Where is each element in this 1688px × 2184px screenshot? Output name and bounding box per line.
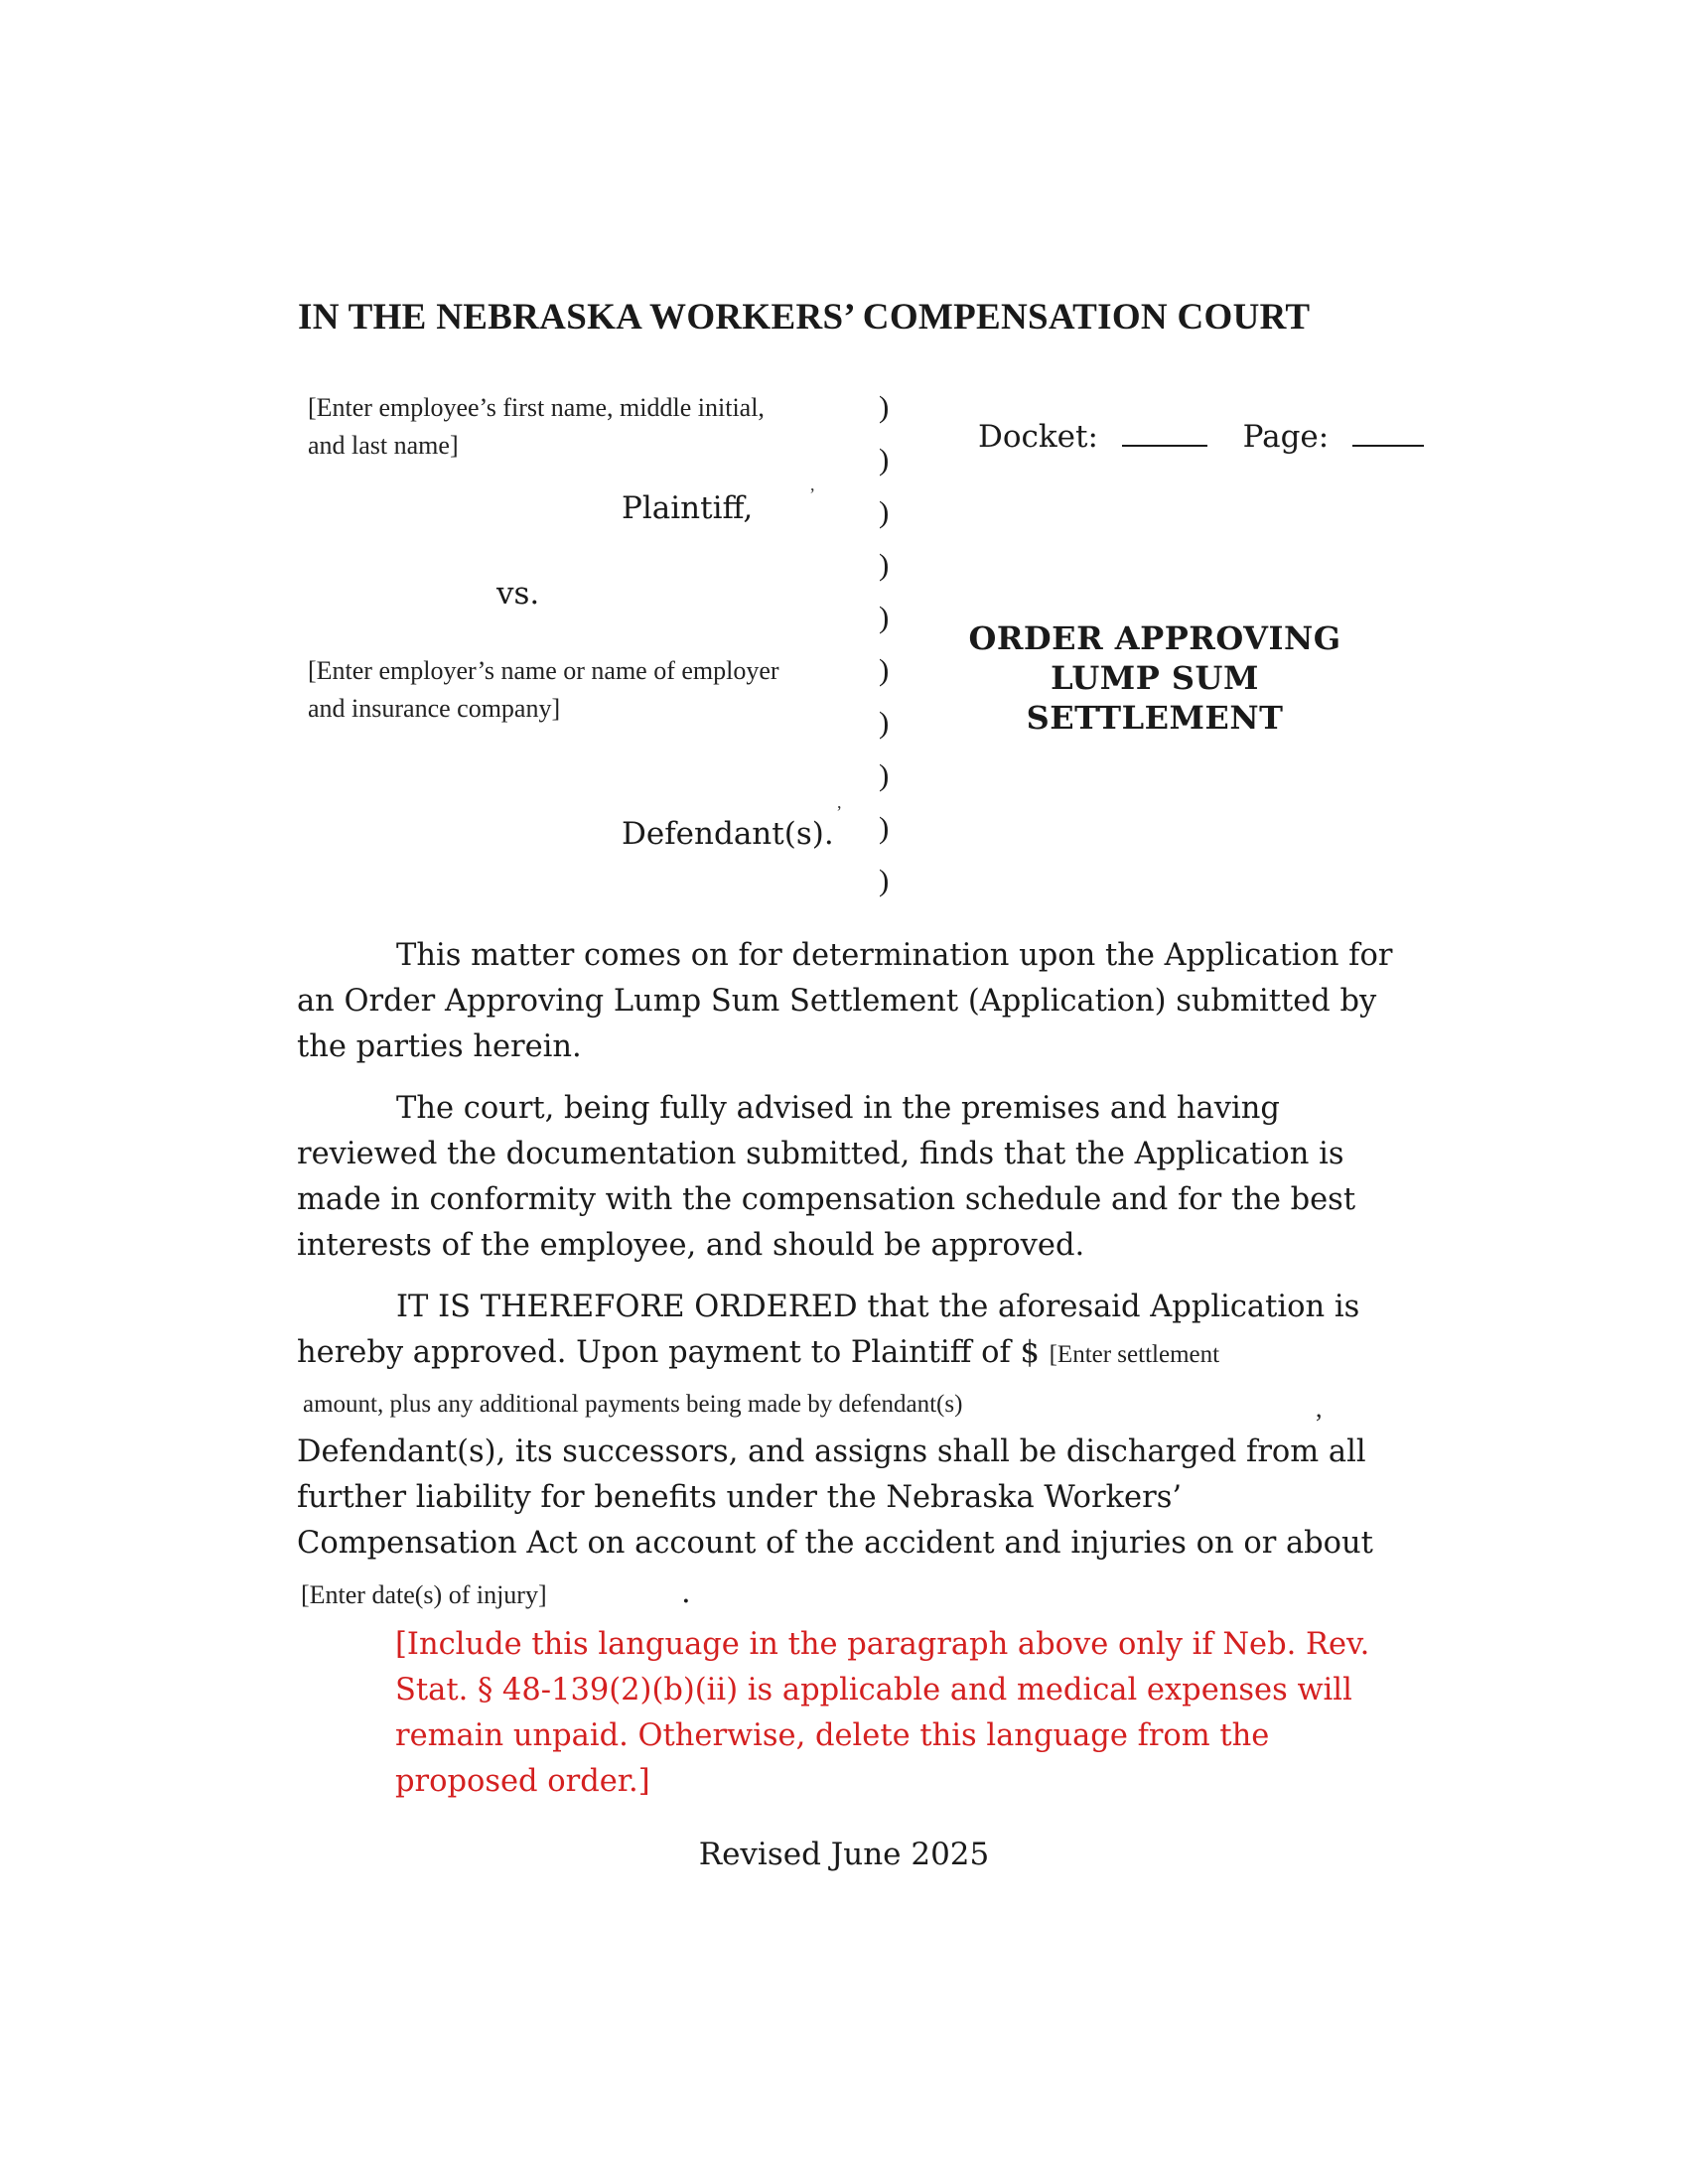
order-title-line2: LUMP SUM: [1051, 659, 1259, 697]
defendant-label: Defendant(s).: [622, 816, 834, 852]
paragraph-order: [297, 1285, 1359, 1376]
employee-name-field[interactable]: [308, 389, 765, 465]
defendant-comma: ,: [837, 792, 842, 812]
red-line4: proposed order.]: [395, 1764, 650, 1799]
docket-number-field[interactable]: [1122, 417, 1207, 447]
p3-line3: Defendant(s), its successors, and assigns shall be discharged from all: [297, 1434, 1366, 1469]
p2-line4: interests of the employee, and should be approved.: [297, 1228, 1085, 1263]
employer-placeholder-line1: [Enter employer’s name or name of employer: [308, 656, 779, 685]
p2-line3: made in conformity with the compensation schedule and for the best: [297, 1182, 1356, 1217]
p1-line2: an Order Approving Lump Sum Settlement (Application) submitted by: [297, 984, 1377, 1019]
court-title: IN THE NEBRASKA WORKERS’ COMPENSATION COURT: [298, 297, 1311, 338]
p3-line1: IT IS THEREFORE ORDERED that the aforesaid Application is: [396, 1290, 1360, 1324]
employer-placeholder-line2: and insurance company]: [308, 694, 561, 723]
p3-line2: hereby approved. Upon payment to Plaintiff of $: [297, 1335, 1040, 1370]
employee-placeholder-line1: [Enter employee’s first name, middle initial,: [308, 393, 765, 422]
paren: ): [879, 547, 890, 582]
plaintiff-comma: ,: [810, 475, 815, 494]
paren: ): [879, 389, 890, 424]
p3-line5: Compensation Act on account of the accident and injuries on or about: [297, 1526, 1373, 1561]
order-title-line1: ORDER APPROVING: [968, 619, 1341, 657]
paren: ): [879, 652, 890, 687]
p2-line2: reviewed the documentation submitted, finds that the Application is: [297, 1137, 1344, 1171]
red-line1: [Include this language in the paragraph above only if Neb. Rev.: [395, 1627, 1370, 1662]
paren: ): [879, 757, 890, 792]
paren: ): [879, 494, 890, 529]
red-line2: Stat. § 48-139(2)(b)(ii) is applicable and medical expenses will: [395, 1673, 1352, 1707]
instruction-note: [395, 1622, 1369, 1805]
paragraph-order-continued: [297, 1430, 1373, 1567]
settlement-amount-placeholder-part2[interactable]: amount, plus any additional payments being made by defendant(s): [303, 1391, 963, 1418]
paren: ): [879, 705, 890, 740]
docket-page-line: [978, 417, 1424, 455]
paren: ): [879, 600, 890, 634]
employer-name-field[interactable]: [308, 652, 779, 728]
p3-line2-wrap: [297, 1330, 1359, 1376]
employee-placeholder-line2: and last name]: [308, 431, 459, 460]
docket-label: Docket:: [978, 419, 1098, 455]
vs-label: vs.: [496, 576, 540, 612]
p2-line1: The court, being fully advised in the premises and having: [396, 1091, 1280, 1126]
revision-date: Revised June 2025: [698, 1837, 990, 1872]
amount-comma: ,: [1316, 1394, 1323, 1423]
order-title-line3: SETTLEMENT: [1026, 699, 1284, 737]
page-number-field[interactable]: [1352, 417, 1424, 447]
caption-parenthesis-column: [879, 380, 899, 906]
plaintiff-label: Plaintiff,: [622, 490, 754, 526]
page-label: Page:: [1242, 419, 1330, 455]
paragraph-findings: [297, 1086, 1355, 1269]
paren: ): [879, 863, 890, 897]
red-line3: remain unpaid. Otherwise, delete this language from the: [395, 1718, 1270, 1753]
p1-line1: This matter comes on for determination upon the Application for: [396, 938, 1393, 973]
paren: ): [879, 442, 890, 477]
order-title: [961, 618, 1348, 738]
p3-line4: further liability for benefits under the Nebraska Workers’: [297, 1480, 1183, 1515]
paren: ): [879, 810, 890, 845]
settlement-amount-placeholder-part1[interactable]: [Enter settlement: [1049, 1341, 1220, 1368]
paragraph-determination: [297, 933, 1392, 1070]
date-period: .: [681, 1575, 691, 1610]
injury-date-placeholder[interactable]: [Enter date(s) of injury]: [301, 1580, 547, 1609]
p1-line3: the parties herein.: [297, 1029, 582, 1064]
